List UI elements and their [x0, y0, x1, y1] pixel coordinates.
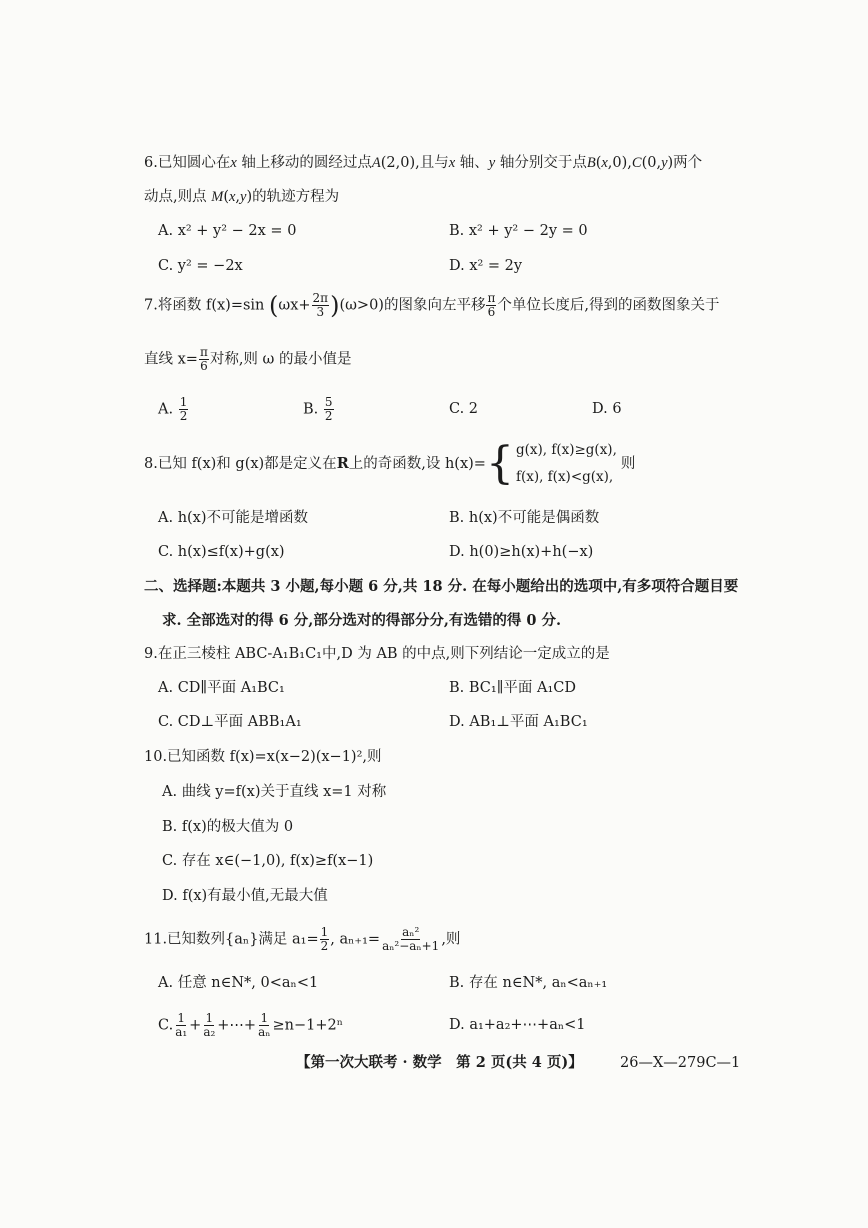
q7-option-b: B. $\frac{5}{2}$	[303, 395, 333, 423]
q7-stem-line2: 直线 x= $\frac{\pi}{6}$ 对称,则 ω 的最小值是	[144, 345, 352, 373]
q8-option-b: B. h(x)不可能是偶函数	[449, 510, 600, 526]
page-footer-code: 26—X—279C—1	[620, 1055, 741, 1071]
q10-option-c: C. 存在 x∈(−1,0), f(x)≥f(x−1)	[162, 853, 374, 869]
q11-stem: 11.已知数列{aₙ}满足 a₁= $\frac{1}{2}$ , aₙ₊₁= $\frac{\text{aₙ²}}{\text{aₙ²−aₙ+1}}$ ,则	[144, 925, 461, 953]
page-footer-label: 【第一次大联考 · 数学 第 2 页(共 4 页)】	[296, 1054, 583, 1071]
q8-option-a: A. h(x)不可能是增函数	[158, 510, 309, 526]
piecewise-brace: {	[485, 438, 514, 489]
q7-fraction-pi-6: $\frac{\pi}{6}$	[487, 291, 496, 319]
q11-option-d: D. a₁+a₂+⋯+aₙ<1	[449, 1017, 586, 1033]
q10-stem: 10.已知函数 f(x)=x(x−2)(x−1)²,则	[144, 749, 382, 765]
q11-option-b: B. 存在 n∈N*, aₙ<aₙ₊₁	[449, 975, 608, 991]
q9-option-d: D. AB₁⊥平面 A₁BC₁	[449, 714, 588, 730]
q6-option-d: D. x² = 2y	[449, 258, 523, 274]
q6-option-b: B. x² + y² − 2y = 0	[449, 223, 588, 239]
q9-option-c: C. CD⊥平面 ABB₁A₁	[158, 714, 302, 730]
q11-option-c: C. $\frac{1}{\text{a₁}}$ + $\frac{1}{\text{a₂}}$ +⋯+ $\frac{1}{\text{aₙ}}$ ≥n−1+2ⁿ	[158, 1011, 343, 1039]
q7-stem-line1: 7.将函数 f(x)=sin (ωx+ $\frac{2\pi}{3}$ )(ω>0)的图象向左平移 $\frac{\pi}{6}$ 个单位长度后,得到的函数图象关于	[144, 291, 720, 320]
q6-stem-line1: 6.已知圆心在x 轴上移动的圆经过点A(2,0),且与x 轴、y 轴分别交于点B(x,0),C(0,y)两个	[144, 155, 703, 171]
section2-heading-line1: 二、选择题:本题共 3 小题,每小题 6 分,共 18 分. 在每小题给出的选项中,有多项符合题目要	[144, 578, 739, 595]
q11-recurrence-fraction: $\frac{\text{aₙ²}}{\text{aₙ²−aₙ+1}}$	[382, 925, 440, 953]
q8-stem: 8.已知 f(x)和 g(x)都是定义在 R 上的奇函数,设 h(x)= { g(x), f(x)≥g(x), f(x), f(x)<g(x), 则	[144, 438, 636, 489]
q10-option-a: A. 曲线 y=f(x)关于直线 x=1 对称	[162, 784, 387, 800]
q8-option-d: D. h(0)≥h(x)+h(−x)	[449, 544, 594, 560]
q7-fraction-pi-6-line: $\frac{\pi}{6}$	[199, 345, 208, 373]
q9-option-b: B. BC₁∥平面 A₁CD	[449, 680, 577, 696]
q6-option-a: A. x² + y² − 2x = 0	[158, 223, 297, 239]
q9-option-a: A. CD∥平面 A₁BC₁	[158, 680, 285, 696]
section2-heading-line2: 求. 全部选对的得 6 分,部分选对的得部分分,有选错的得 0 分.	[162, 612, 562, 629]
q7-option-a: A. $\frac{1}{2}$	[158, 395, 188, 423]
q7-fraction-2pi-3: $\frac{2\pi}{3}$	[312, 291, 329, 319]
q10-option-d: D. f(x)有最小值,无最大值	[162, 888, 328, 904]
q10-option-b: B. f(x)的极大值为 0	[162, 819, 294, 835]
q11-option-a: A. 任意 n∈N*, 0<aₙ<1	[158, 975, 319, 991]
q6-stem-line2: 动点,则点 M(x,y)的轨迹方程为	[144, 189, 340, 205]
q9-stem: 9.在正三棱柱 ABC-A₁B₁C₁中,D 为 AB 的中点,则下列结论一定成立的是	[144, 646, 610, 662]
q7-option-d: D. 6	[592, 401, 622, 417]
q6-option-c: C. y² = −2x	[158, 258, 243, 274]
q7-option-c: C. 2	[449, 401, 479, 417]
q8-option-c: C. h(x)≤f(x)+g(x)	[158, 544, 285, 560]
